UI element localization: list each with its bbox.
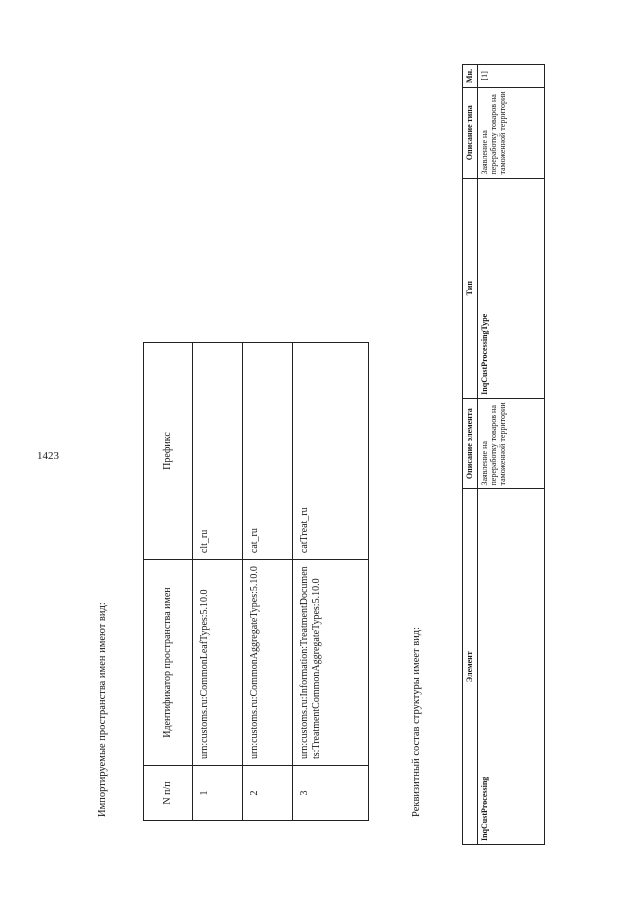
row-num: 1 [193, 766, 243, 821]
row-num: 3 [293, 766, 369, 821]
row-uri: urn:customs.ru:Information:TreatmentDocuments:TreatmentCommonAggregateTypes:5.10.0 [293, 560, 369, 766]
header-type: Тип [463, 178, 478, 398]
header-element-desc: Описание элемента [463, 398, 478, 489]
page-number: 1423 [37, 450, 59, 462]
row-num: 2 [243, 766, 293, 821]
header-uri: Идентификатор пространства имен [144, 560, 193, 766]
cell-multiplicity: [1] [478, 65, 545, 88]
row-uri: urn:customs.ru:CommonLeafTypes:5.10.0 [193, 560, 243, 766]
cell-element: InqCustProcessing [478, 489, 545, 845]
header-num: N п/п [144, 766, 193, 821]
cell-element-desc: Заявление на переработку товаров на таможенной территории [478, 398, 545, 489]
header-prefix: Префикс [144, 343, 193, 560]
row-prefix: catTreat_ru [293, 343, 369, 560]
table-row [478, 65, 545, 845]
row-prefix: cat_ru [243, 343, 293, 560]
row-uri: urn:customs.ru:CommonAggregateTypes:5.10.0 [243, 560, 293, 766]
table-row [293, 343, 369, 821]
header-element: Элемент [463, 489, 478, 845]
namespaces-table [143, 342, 369, 821]
header-type-desc: Описание типа [463, 87, 478, 178]
structure-table [462, 64, 545, 845]
table-row [243, 343, 293, 821]
table-header-row [144, 343, 193, 821]
table-row [193, 343, 243, 821]
header-multiplicity: Мн. [463, 65, 478, 88]
cell-type: InqCustProcessingType [478, 178, 545, 398]
row-prefix: clt_ru [193, 343, 243, 560]
structure-intro: Реквизитный состав структуры имеет вид: [411, 626, 422, 817]
table-header-row [463, 65, 478, 845]
cell-type-desc: Заявление на переработку товаров на таможенной территории [478, 87, 545, 178]
namespaces-intro: Импортируемые пространства имен имеют вид: [97, 602, 108, 817]
